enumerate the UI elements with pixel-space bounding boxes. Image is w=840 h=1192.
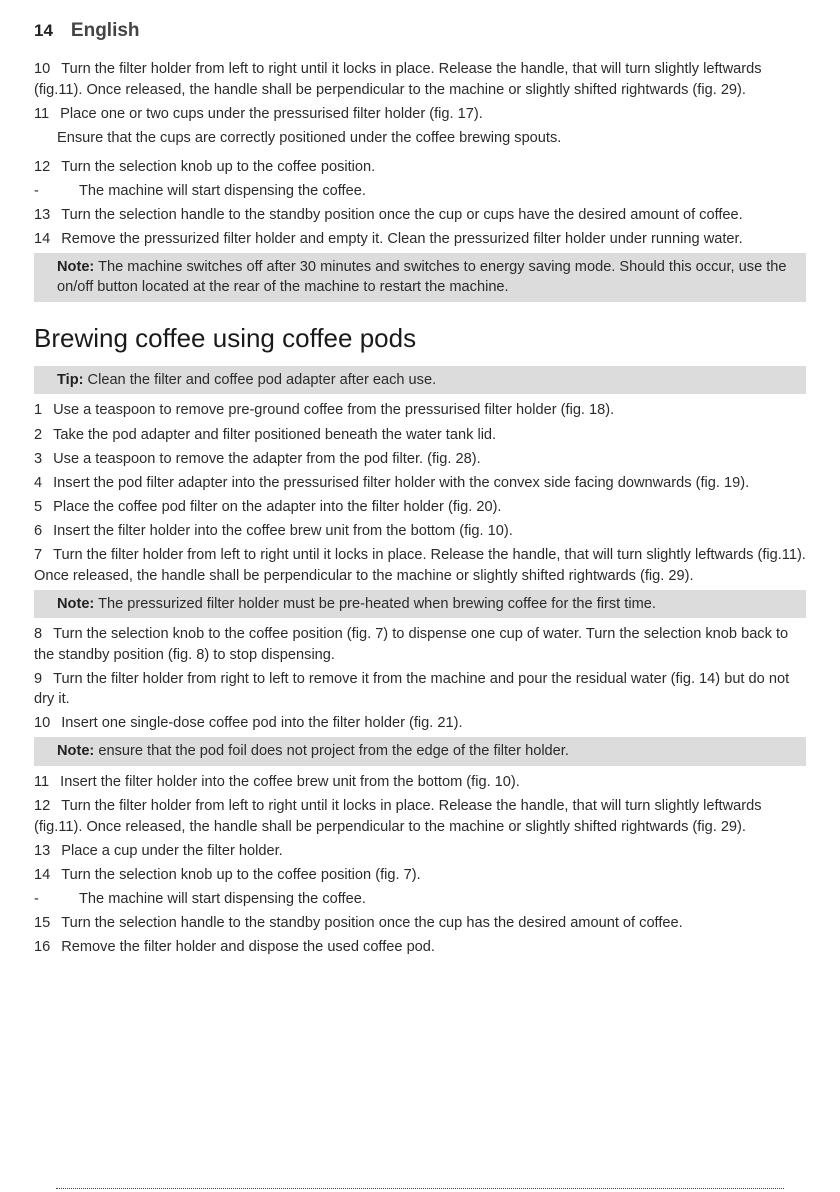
- step-number: 9: [34, 670, 43, 687]
- step-item: [34, 400, 806, 421]
- step-text: Turn the filter holder from left to right until it locks in place. Release the handle, that will turn slightly leftwards (fig.11). Once released, the handle shall be perpendicular to the machine or slightly shifted rightwards (fig. 29).: [34, 61, 762, 98]
- step-number: 6: [34, 522, 43, 539]
- step-item: [34, 772, 806, 793]
- step-text: Turn the filter holder from left to right until it locks in place. Release the handle, that will turn slightly leftwards (fig.11). Once released, the handle shall be perpendicular to the machine or slightly shifted rightwards (fig. 29).: [34, 547, 806, 584]
- step-text: Insert the pod filter adapter into the pressurised filter holder with the convex side facing downwards (fig. 19).: [53, 474, 750, 491]
- note-text: ensure that the pod foil does not project from the edge of the filter holder.: [98, 743, 569, 760]
- step-item: [34, 473, 806, 494]
- step-text: Insert the filter holder into the coffee brew unit from the bottom (fig. 10).: [53, 522, 513, 539]
- step-item: [34, 937, 806, 958]
- step-number: 4: [34, 474, 43, 491]
- step-number: 7: [34, 547, 43, 564]
- step-text: Turn the selection knob up to the coffee position (fig. 7).: [61, 866, 421, 883]
- note-text: The machine switches off after 30 minutes and switches to energy saving mode. Should this occur, use the on/off button located at the rear of the machine to restart the machine.: [57, 258, 787, 296]
- step-text: Turn the filter holder from right to left to remove it from the machine and pour the residual water (fig. 14) but do not dry it.: [34, 670, 790, 708]
- step-number: 10: [34, 61, 51, 77]
- tip-box: [34, 366, 806, 395]
- note-box: [34, 737, 806, 766]
- step-number: 16: [34, 938, 51, 955]
- step-item: [34, 229, 806, 250]
- note-label: Note:: [57, 595, 95, 612]
- step-text: Turn the selection knob up to the coffee position.: [61, 158, 376, 175]
- step-number: 8: [34, 626, 43, 643]
- note-label: Tip:: [57, 371, 84, 388]
- step-item: [34, 425, 806, 446]
- step-item: [34, 841, 806, 862]
- step-text: Place a cup under the filter holder.: [61, 842, 283, 859]
- step-number: 12: [34, 158, 51, 175]
- step-number: 13: [34, 842, 51, 859]
- step-number: 5: [34, 498, 43, 515]
- step-item: [34, 913, 806, 934]
- step-text: Use a teaspoon to remove pre-ground coffee from the pressurised filter holder (fig. 18).: [53, 402, 615, 419]
- step-item: [34, 624, 806, 665]
- instructions-continued: [34, 59, 806, 302]
- note-label: Note:: [57, 258, 95, 275]
- step-number: 13: [34, 206, 51, 223]
- step-item: [34, 669, 806, 710]
- step-item: [34, 713, 806, 734]
- note-box: [34, 590, 806, 619]
- step-text: Remove the pressurized filter holder and empty it. Clean the pressurized filter holder under running water.: [61, 230, 743, 247]
- step-item: [34, 59, 806, 100]
- step-number: 14: [34, 866, 51, 883]
- result-item: [34, 889, 806, 910]
- step-number: 15: [34, 914, 51, 931]
- section-title: Brewing coffee using coffee pods: [34, 322, 417, 353]
- step-text: Turn the selection handle to the standby position once the cup or cups have the desired amount of coffee.: [61, 206, 743, 223]
- note-box: [34, 253, 806, 302]
- step-text: Turn the selection handle to the standby position once the cup has the desired amount of coffee.: [61, 914, 683, 931]
- step-item: [34, 157, 806, 178]
- step-text: Turn the selection knob to the coffee position (fig. 7) to dispense one cup of water. Turn the selection knob back to the standby position (fig. 8) to stop dispensing.: [34, 626, 789, 663]
- step-detail: Ensure that the cups are correctly positioned under the coffee brewing spouts.: [57, 130, 562, 147]
- manual-page: [34, 20, 806, 961]
- step-item: [34, 545, 806, 586]
- step-number: 1: [34, 402, 43, 419]
- step-number: 10: [34, 715, 51, 732]
- step-item: [34, 497, 806, 518]
- step-number: 14: [34, 230, 51, 247]
- note-text: Clean the filter and coffee pod adapter after each use.: [87, 371, 437, 388]
- step-item: [34, 865, 806, 886]
- pod-brewing-instructions: [34, 366, 806, 958]
- step-number: 3: [34, 450, 43, 467]
- step-text: Place the coffee pod filter on the adapter into the filter holder (fig. 20).: [53, 498, 502, 515]
- dash-bullet: -: [34, 182, 39, 199]
- page-header: [34, 20, 806, 48]
- step-number: 2: [34, 426, 43, 443]
- step-number: 11: [34, 773, 50, 790]
- step-text: Take the pod adapter and filter positioned beneath the water tank lid.: [53, 426, 497, 443]
- step-number: 12: [34, 798, 51, 814]
- step-text: Place one or two cups under the pressurised filter holder (fig. 17).: [60, 105, 483, 122]
- step-item: [34, 205, 806, 226]
- note-text: The pressurized filter holder must be pre-heated when brewing coffee for the first time.: [98, 595, 656, 612]
- footer-divider: [56, 1188, 784, 1189]
- language-label: English: [70, 20, 140, 41]
- step-text: Use a teaspoon to remove the adapter from the pod filter. (fig. 28).: [53, 450, 481, 467]
- step-item: [34, 449, 806, 470]
- step-item: [34, 104, 806, 125]
- dash-bullet: -: [34, 890, 39, 907]
- step-item: [34, 521, 806, 542]
- step-number: 11: [34, 105, 50, 122]
- step-text: Remove the filter holder and dispose the used coffee pod.: [61, 938, 435, 955]
- step-text: Insert the filter holder into the coffee brew unit from the bottom (fig. 10).: [60, 773, 520, 790]
- result-text: The machine will start dispensing the coffee.: [79, 890, 366, 907]
- step-item: [34, 796, 806, 837]
- step-text: Turn the filter holder from left to right until it locks in place. Release the handle, that will turn slightly leftwards (fig.11). Once released, the handle shall be perpendicular to the machine or slightly shifted rightwards (fig. 29).: [34, 798, 762, 835]
- result-text: The machine will start dispensing the coffee.: [79, 182, 366, 199]
- step-text: Insert one single-dose coffee pod into the filter holder (fig. 21).: [61, 715, 463, 732]
- result-item: [34, 181, 806, 202]
- note-label: Note:: [57, 743, 95, 760]
- page-number: 14: [34, 21, 53, 40]
